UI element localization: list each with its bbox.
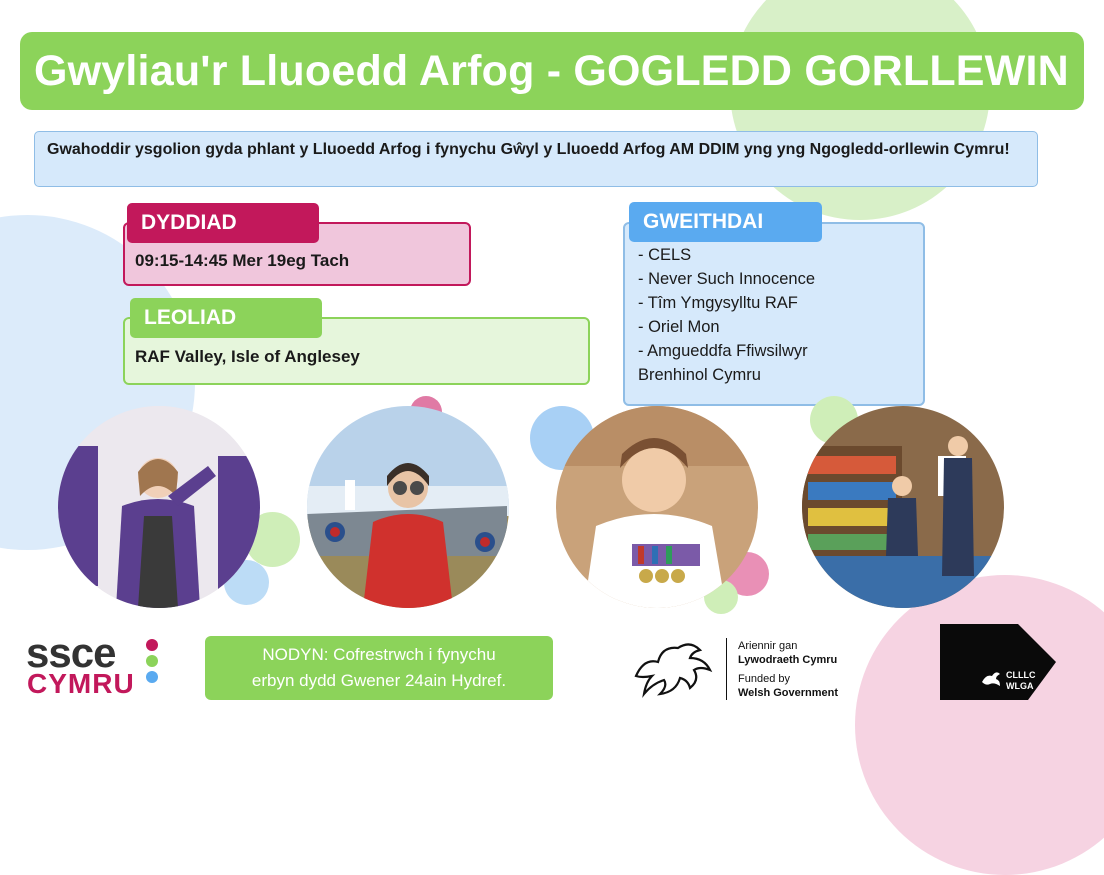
workshop-item: - Tîm Ymgysylltu RAF xyxy=(638,294,798,312)
ssce-logo-text: ssce xyxy=(26,629,116,676)
funded-line-2: Lywodraeth Cymru xyxy=(738,654,838,666)
photo-children-library xyxy=(802,406,1004,608)
workshop-item: - Never Such Innocence xyxy=(638,270,816,288)
workshop-item: - Oriel Mon xyxy=(638,318,720,336)
logo-dot-pink xyxy=(146,639,158,651)
wlga-dragon-icon xyxy=(980,670,1002,688)
photo-children-saluting xyxy=(58,406,260,608)
date-value: 09:15-14:45 Mer 19eg Tach xyxy=(135,251,350,270)
registration-note xyxy=(205,636,553,700)
workshop-item: - CELS xyxy=(638,246,692,264)
welsh-government-logo xyxy=(630,636,860,702)
intro-text: Gwahoddir ysgolion gyda phlant y Lluoedd Arfog i fynychu Gŵyl y Lluoedd Arfog AM DDIM yng yng Ngogledd-orllewin Cymru! xyxy=(34,131,1038,187)
note-line-1: NODYN: Cofrestrwch i fynychu xyxy=(262,645,496,664)
photo-child-pilot xyxy=(307,406,509,608)
logo-divider xyxy=(726,638,727,700)
welsh-dragon-icon xyxy=(630,636,716,700)
wlga-text-1: CLLLC xyxy=(1006,670,1036,680)
workshops-list xyxy=(638,243,815,387)
funded-line-4: Welsh Government xyxy=(738,687,839,699)
date-label: DYDDIAD xyxy=(127,203,319,243)
workshops-label: GWEITHDAI xyxy=(629,202,822,242)
logo-dot-green xyxy=(146,655,158,667)
page-title: Gwyliau'r Lluoedd Arfog - GOGLEDD GORLLEWIN xyxy=(34,47,1069,95)
ssce-cymru-logo xyxy=(26,629,166,699)
ssce-logo-cymru: CYMRU xyxy=(27,668,135,699)
wlga-text-2: WLGA xyxy=(1006,681,1034,691)
location-label: LEOLIAD xyxy=(130,298,322,338)
location-value: RAF Valley, Isle of Anglesey xyxy=(135,347,360,366)
logo-dot-blue xyxy=(146,671,158,683)
wlga-logo xyxy=(940,624,1056,700)
funded-line-3: Funded by xyxy=(738,673,790,685)
workshop-item: - Amgueddfa Ffiwsilwyr xyxy=(638,342,808,360)
funded-line-1: Ariennir gan xyxy=(738,640,798,652)
workshop-item: Brenhinol Cymru xyxy=(638,366,761,384)
decor-circle-pink-right xyxy=(855,575,1104,875)
photo-boy-medals xyxy=(556,406,758,608)
note-line-2: erbyn dydd Gwener 24ain Hydref. xyxy=(251,671,507,690)
